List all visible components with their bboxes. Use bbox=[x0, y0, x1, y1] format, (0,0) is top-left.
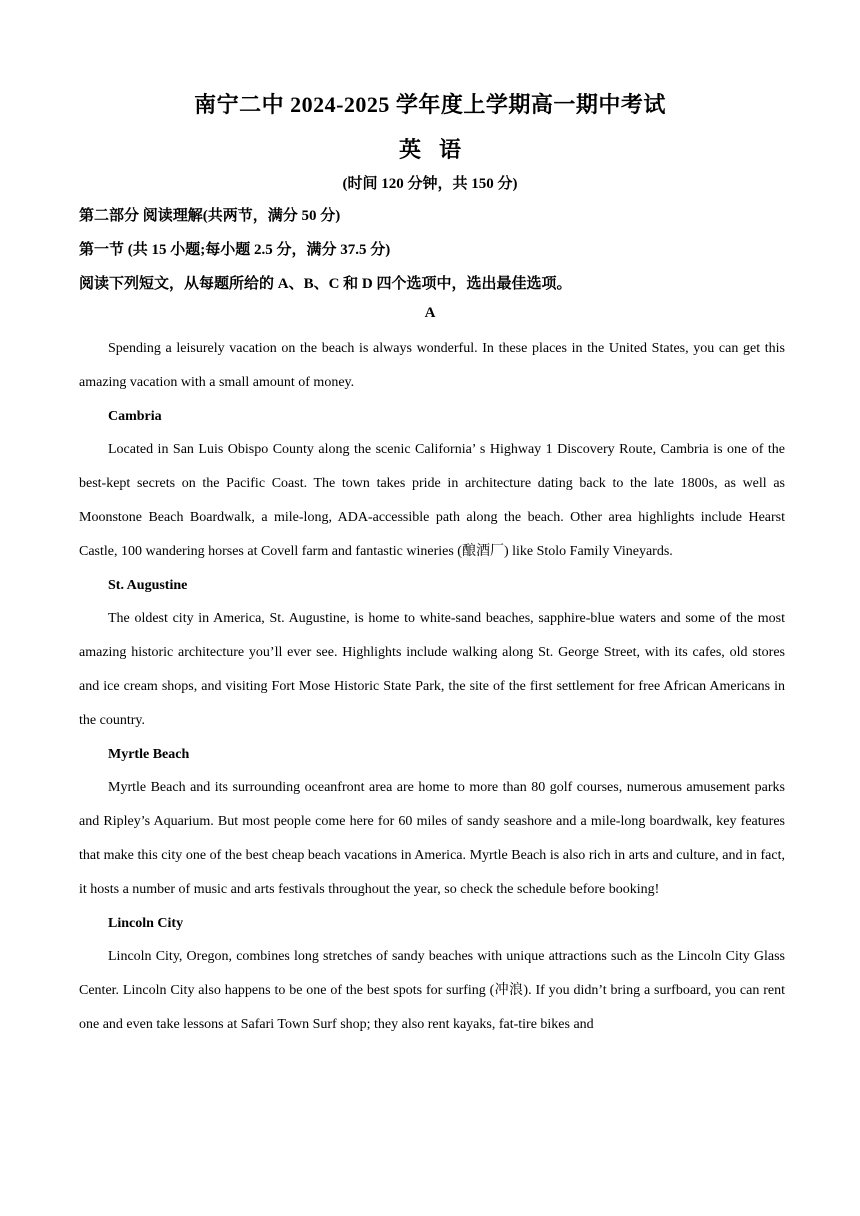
part-heading: 第二部分 阅读理解(共两节，满分 50 分) bbox=[79, 208, 341, 224]
instruction-text: 阅读下列短文，从每题所给的 A、B、C 和 D 四个选项中，选出最佳选项。 bbox=[79, 276, 572, 292]
section-text-myrtle-beach: Myrtle Beach and its surrounding oceanfront area are home to more than 80 golf courses, numerous amusement parks and Ripley’s Aquarium. But most people come here for 60 miles of sandy seashore and a mile-long boardwalk, key features that make this city one of the best cheap beach vacations in America. Myrtle Beach is also rich in arts and culture, and in fact, it hosts a number of music and arts festivals throughout the year, so check the schedule before booking! bbox=[79, 780, 785, 897]
section-heading-st-augustine: St. Augustine bbox=[108, 577, 188, 593]
passage-letter: A bbox=[424, 305, 436, 321]
exam-title: 南宁二中 2024-2025 学年度上学期高一期中考试 bbox=[194, 92, 666, 117]
section-text-st-augustine: The oldest city in America, St. Augustine, is home to white-sand beaches, sapphire-blue waters and some of the most amazing historic architecture you’ll ever see. Highlights include walking along St. George Street, with its cafes, old stores and ice cream shops, and visiting Fort Mose Historic State Park, the site of the first settlement for free African Americans in the country. bbox=[79, 611, 785, 728]
section-text-lincoln-city: Lincoln City, Oregon, combines long stretches of sandy beaches with unique attractions such as the Lincoln City Glass Center. Lincoln City also happens to be one of the best spots for surfing (冲浪). If you didn’t bring a surfboard, you can rent one and even take lessons at Safari Town Surf shop; they also rent kayaks, fat-tire bikes and bbox=[79, 949, 785, 1032]
time-note: (时间 120 分钟，共 150 分) bbox=[342, 176, 518, 192]
subject-title: 英语 bbox=[398, 137, 479, 162]
section-heading-myrtle-beach: Myrtle Beach bbox=[108, 746, 190, 762]
section-text-cambria: Located in San Luis Obispo County along the scenic California’ s Highway 1 Discovery Route, Cambria is one of the best-kept secrets on the Pacific Coast. The town takes pride in architecture dating back to the late 1800s, as well as Moonstone Beach Boardwalk, a mile-long, ADA-accessible path along the beach. Other area highlights include Hearst Castle, 100 wandering horses at Covell farm and fantastic wineries (酿酒厂) like Stolo Family Vineyards. bbox=[79, 442, 785, 559]
section-heading: 第一节 (共 15 小题;每小题 2.5 分，满分 37.5 分) bbox=[79, 242, 391, 258]
section-heading-lincoln-city: Lincoln City bbox=[108, 915, 184, 931]
passage-body bbox=[79, 332, 785, 1042]
passage-intro: Spending a leisurely vacation on the beach is always wonderful. In these places in the United States, you can get this amazing vacation with a small amount of money. bbox=[79, 341, 785, 390]
section-heading-cambria: Cambria bbox=[108, 408, 162, 424]
